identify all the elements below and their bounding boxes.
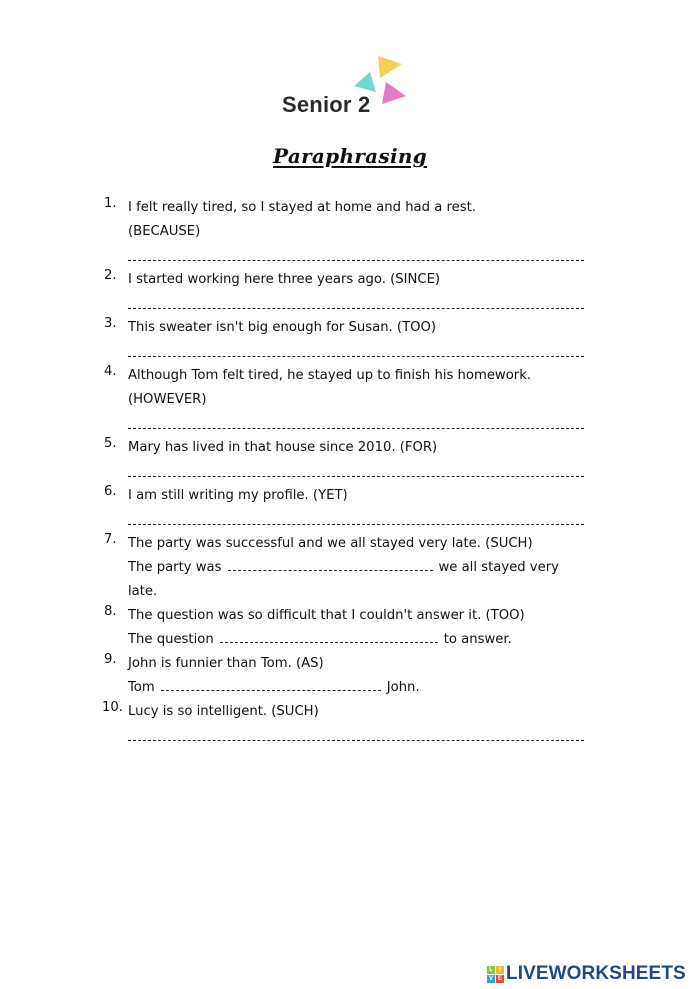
answer-line-2[interactable]: [128, 292, 584, 316]
page-title: [0, 144, 700, 168]
question-text: John is funnier than Tom. (AS): [128, 656, 324, 671]
prompt-end: to answer.: [443, 632, 512, 647]
question-number: 8.: [104, 604, 117, 619]
question-number: 9.: [104, 652, 117, 667]
prompt-start: The question: [128, 632, 214, 647]
answer-line-4[interactable]: [128, 412, 584, 436]
answer-line-10[interactable]: [128, 724, 584, 748]
brand-label: Senior 2: [282, 92, 371, 117]
title-text: Paraphrasing: [273, 144, 427, 168]
answer-blank-8[interactable]: [220, 632, 438, 643]
question-number: 6.: [104, 484, 117, 499]
prompt-tail: late.: [128, 584, 158, 599]
question-7: [104, 532, 584, 604]
badge-letter: V: [488, 975, 493, 982]
question-10: [104, 700, 584, 748]
question-text: I am still writing my profile. (YET): [128, 488, 348, 503]
question-8: [104, 604, 584, 652]
question-number: 4.: [104, 364, 117, 379]
question-text: The question was so difficult that I couldn't answer it. (TOO): [128, 608, 525, 623]
question-list: [104, 196, 584, 748]
question-2: [104, 268, 584, 316]
question-number: 10.: [102, 700, 123, 715]
question-number: 5.: [104, 436, 117, 451]
question-prompt: [128, 676, 584, 700]
question-text: Lucy is so intelligent. (SUCH): [128, 704, 319, 719]
question-4: [104, 364, 584, 436]
question-prompt: [128, 556, 584, 580]
question-text: Mary has lived in that house since 2010. (FOR): [128, 440, 438, 455]
pink-triangle-icon: [380, 80, 408, 106]
prompt-start: Tom: [128, 680, 155, 695]
question-prompt: [128, 628, 584, 652]
liveworksheets-logo: [487, 963, 686, 985]
question-number: 2.: [104, 268, 117, 283]
prompt-end: John.: [386, 680, 420, 695]
question-text: Although Tom felt tired, he stayed up to finish his homework.: [128, 368, 532, 383]
question-1: [104, 196, 584, 268]
header-logo: [280, 52, 420, 122]
badge-letter: L: [487, 966, 495, 974]
question-number: 3.: [104, 316, 117, 331]
badge-letter: I: [496, 966, 504, 974]
prompt-end: we all stayed very: [438, 560, 559, 575]
question-text: I started working here three years ago. (SINCE): [128, 272, 441, 287]
prompt-start: The party was: [128, 560, 222, 575]
question-number: 7.: [104, 532, 117, 547]
question-number: 1.: [104, 196, 117, 211]
answer-line-5[interactable]: [128, 460, 584, 484]
question-6: [104, 484, 584, 532]
answer-line-1[interactable]: [128, 244, 584, 268]
question-cue: (HOWEVER): [128, 392, 207, 407]
question-3: [104, 316, 584, 364]
answer-line-3[interactable]: [128, 340, 584, 364]
teal-triangle-icon: [352, 70, 378, 94]
answer-line-6[interactable]: [128, 508, 584, 532]
yellow-triangle-icon: [376, 54, 404, 80]
live-badge-icon: [487, 966, 504, 983]
answer-blank-9[interactable]: [161, 680, 381, 691]
question-cue: (BECAUSE): [128, 224, 201, 239]
question-text: I felt really tired, so I stayed at home and had a rest.: [128, 200, 476, 215]
answer-blank-7[interactable]: [228, 560, 433, 571]
question-text: The party was successful and we all stayed very late. (SUCH): [128, 536, 533, 551]
question-text: This sweater isn't big enough for Susan. (TOO): [128, 320, 437, 335]
badge-letter: E: [497, 975, 502, 982]
question-5: [104, 436, 584, 484]
question-9: [104, 652, 584, 700]
liveworksheets-label: LIVEWORKSHEETS: [506, 963, 686, 984]
